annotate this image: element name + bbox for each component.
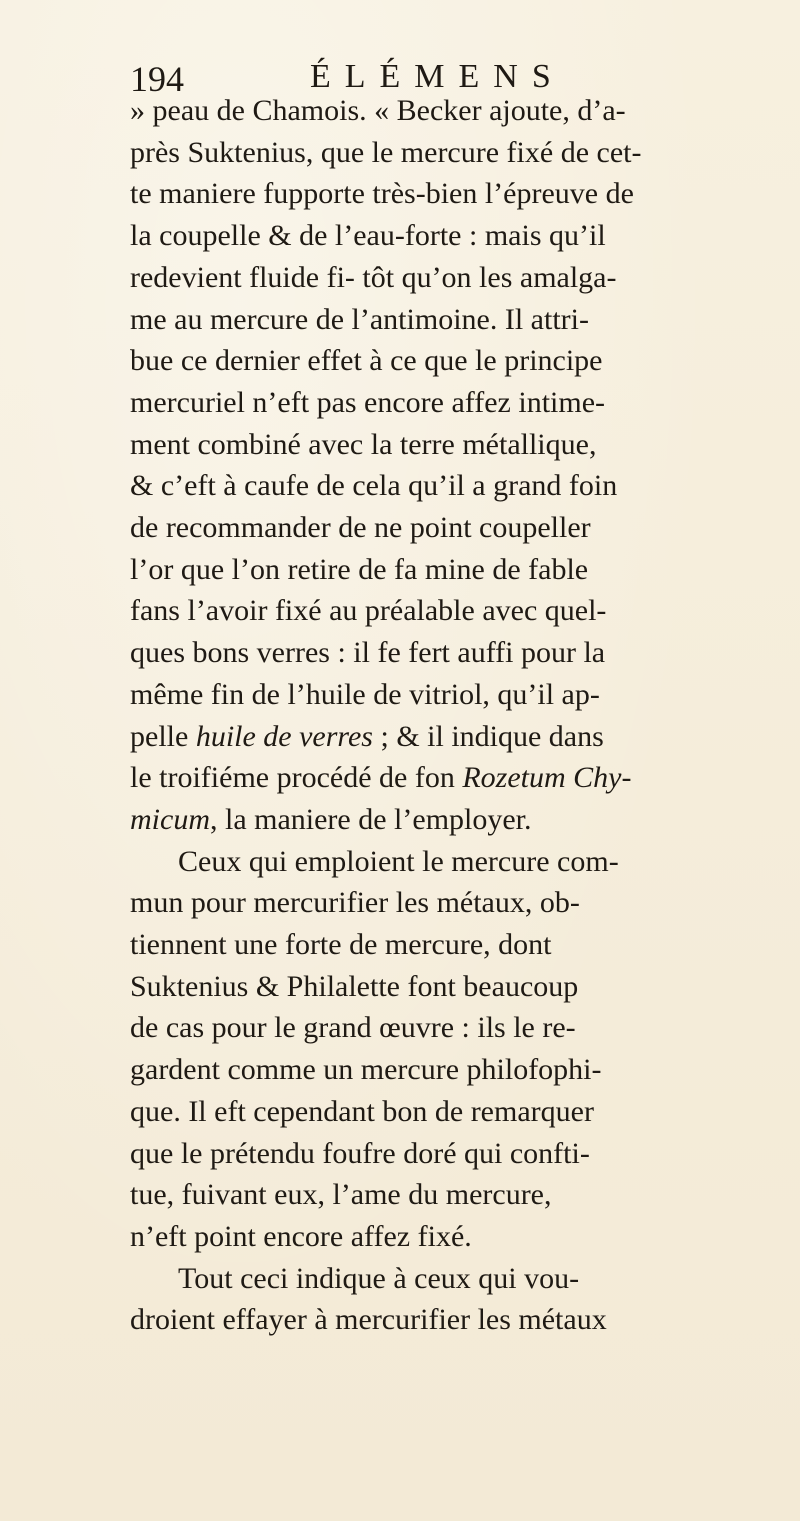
text-line: que. Il eft cependant bon de remarquer [130, 1094, 594, 1128]
text-line: droient effayer à mercurifier les métaux [130, 1303, 607, 1337]
text-line: de cas pour le grand œuvre : ils le re- [130, 1011, 576, 1045]
text-run: , la maniere de l’employer. [209, 802, 532, 836]
text-line: même fin de l’huile de vitriol, qu’il ap- [130, 677, 600, 711]
text-line: tue, fuivant eux, l’ame du mercure, [130, 1178, 552, 1212]
body-text [130, 90, 780, 1341]
text-line: gardent comme un mercure philofophi- [130, 1053, 602, 1087]
text-line: me au mercure de l’antimoine. Il attri- [130, 302, 589, 336]
text-line: Tout ceci indique à ceux qui vou- [178, 1261, 580, 1295]
text-line: bue ce dernier effet à ce que le principe [130, 344, 603, 378]
text-line: que le prétendu foufre doré qui confti- [130, 1136, 590, 1170]
text-line: près Suktenius, que le mercure fixé de cet- [130, 135, 642, 169]
text-line: mun pour mercurifier les métaux, ob- [130, 886, 580, 920]
text-line: fans l’avoir fixé au préalable avec quel- [130, 594, 607, 628]
text-run: le troifiéme procédé de fon [130, 761, 463, 795]
running-title: ÉLÉMENS [310, 58, 565, 95]
text-line: l’or que l’on retire de fa mine de fable [130, 552, 589, 586]
text-run: pelle [130, 719, 196, 753]
text-line: mercuriel n’eft pas encore affez intime- [130, 385, 606, 419]
text-line: redevient fluide fi- tôt qu’on les amalga- [130, 260, 617, 294]
text-line: & c’eft à caufe de cela qu’il a grand foin [130, 469, 618, 503]
text-line: Ceux qui emploient le mercure com- [178, 844, 619, 878]
text-line: ment combiné avec la terre métallique, [130, 427, 597, 461]
text-line: ques bons verres : il fe fert auffi pour la [130, 636, 606, 670]
text-line: n’eft point encore affez fixé. [130, 1219, 472, 1253]
text-line [130, 799, 780, 841]
text-run: ; & il indique dans [372, 719, 604, 753]
text-line: tiennent une forte de mercure, dont [130, 928, 552, 962]
italic-run: Rozetum Chy- [462, 761, 632, 795]
page-number: 194 [130, 59, 184, 99]
italic-run: micum [130, 802, 210, 836]
text-line [130, 716, 780, 758]
text-line: » peau de Chamois. « Becker ajoute, d’a- [130, 94, 626, 127]
text-line: la coupelle & de l’eau-forte : mais qu’il [130, 219, 606, 253]
text-line: de recommander de ne point coupeller [130, 511, 591, 545]
italic-run: huile de verres [195, 719, 373, 753]
text-line: te maniere fupporte très-bien l’épreuve de [130, 177, 634, 211]
text-line [130, 757, 780, 799]
text-line: Suktenius & Philalette font beaucoup [130, 969, 579, 1003]
